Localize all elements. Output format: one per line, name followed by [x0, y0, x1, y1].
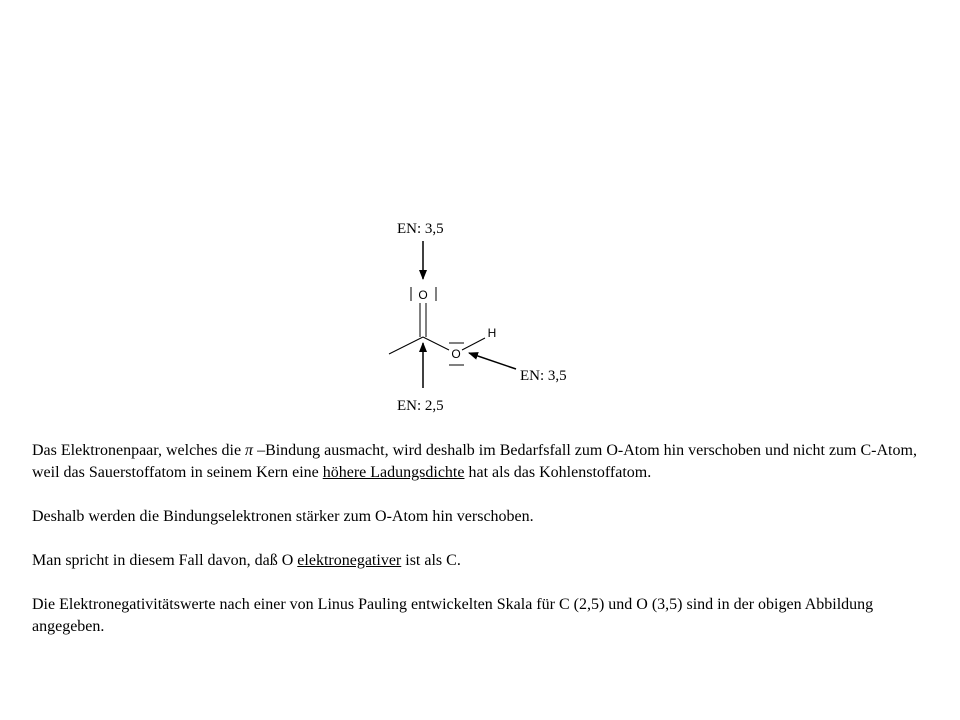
- paragraph-3: [32, 550, 942, 572]
- p1-text-b: –Bindung ausmacht, wird deshalb im Bedarfsfall zum O-Atom hin verschoben und nicht zum C-Atom, weil das Sauerstoffatom in seinem Kern eine: [32, 442, 917, 481]
- atom-hydrogen: H: [487, 326, 497, 340]
- arrow-right-to-hydroxyl-o: [469, 353, 516, 369]
- bond-c-o: [423, 337, 449, 350]
- p3-text-b: ist als C.: [401, 552, 461, 569]
- explanation-text: [32, 440, 942, 660]
- p1-text-c: hat als das Kohlenstoffatom.: [464, 464, 652, 481]
- bond-o-h: [462, 338, 485, 350]
- pi-symbol: π: [245, 442, 254, 459]
- p3-underlined-term: elektronegativer: [297, 552, 402, 569]
- bond-methyl: [389, 337, 423, 354]
- p3-text-a: Man spricht in diesem Fall davon, daß O: [32, 552, 298, 569]
- p1-underlined-term: höhere Ladungsdichte: [322, 464, 465, 481]
- atom-carbonyl-oxygen: O: [418, 288, 428, 302]
- paragraph-2: Deshalb werden die Bindungselektronen stärker zum O-Atom hin verschoben.: [32, 508, 534, 525]
- en-label-top: EN: 3,5: [397, 221, 444, 237]
- atom-hydroxyl-oxygen: O: [451, 347, 461, 361]
- paragraph-4: Die Elektronegativitätswerte nach einer von Linus Pauling entwickelten Skala für C (2,5) und O (3,5) sind in der obigen Abbildung angegeben.: [32, 596, 874, 635]
- en-label-right: EN: 3,5: [520, 368, 567, 384]
- paragraph-1: [32, 440, 942, 484]
- p1-text-a: Das Elektronenpaar, welches die: [32, 442, 246, 459]
- en-label-bottom: EN: 2,5: [397, 398, 444, 414]
